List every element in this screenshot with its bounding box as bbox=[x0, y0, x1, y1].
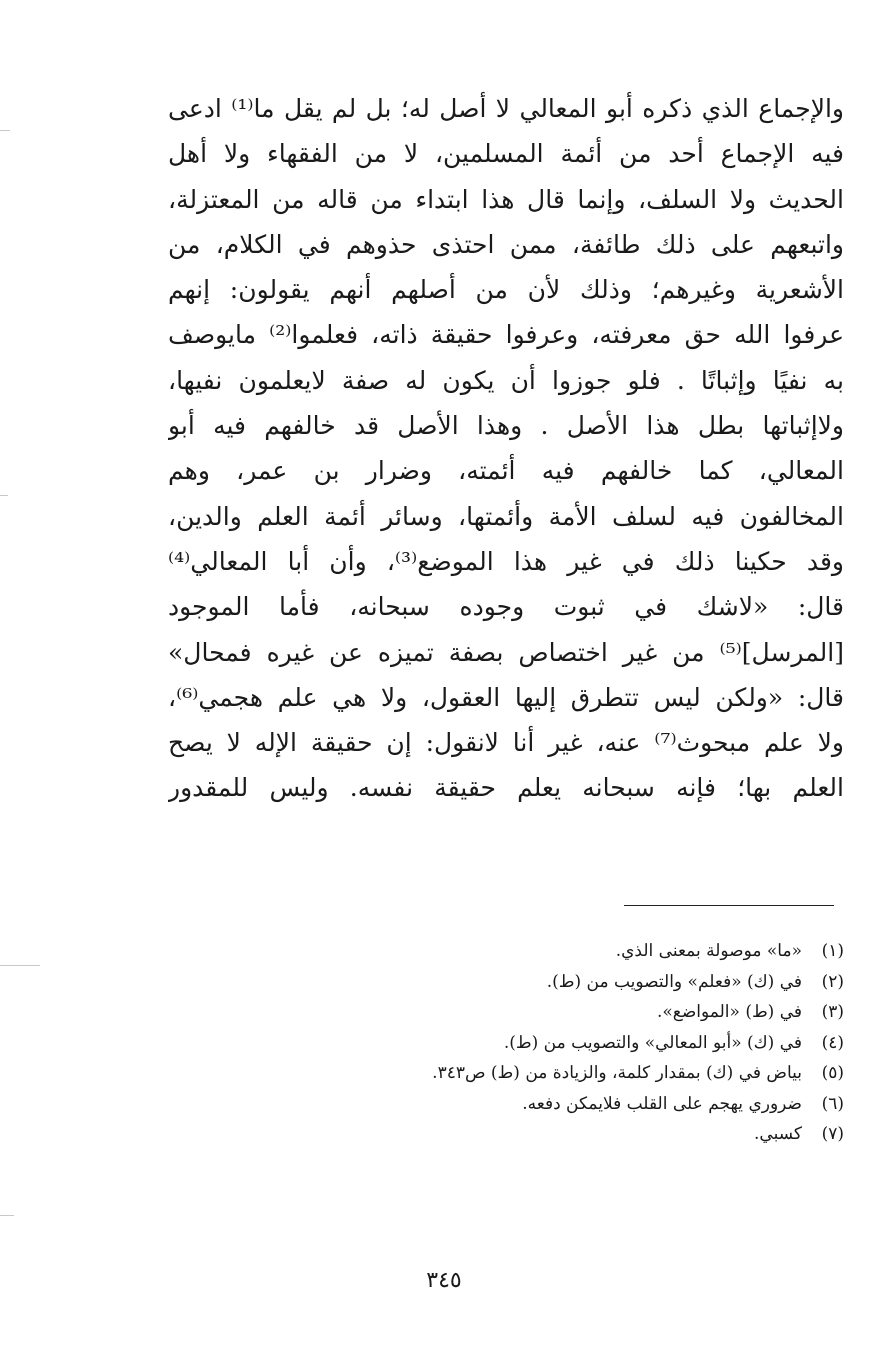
footnote bbox=[300, 1058, 844, 1089]
footnote-text: في (ط) «المواضع». bbox=[656, 1002, 802, 1022]
text-line: العلم بها؛ فإنه سبحانه يعلم حقيقة نفسه. وليس للمقدور bbox=[168, 773, 844, 803]
footnote-text: في (ك) «فعلم» والتصويب من (ط). bbox=[546, 971, 802, 992]
footnote-text: في (ك) «أبو المعالي» والتصويب من (ط). bbox=[503, 1032, 802, 1053]
text-line: الحديث ولا السلف، وإنما قال هذا ابتداء من قاله من المعتزلة، bbox=[168, 184, 844, 214]
text-line: به نفيًا وإثباتًا . فلو جوزوا أن يكون له صفة لايعلمون نفيها، bbox=[168, 365, 844, 395]
footnote-text: «ما» موصولة بمعنى الذي. bbox=[615, 941, 802, 961]
footnote bbox=[300, 936, 844, 967]
text-line: واتبعهم على ذلك طائفة، ممن احتذى حذوهم في الكلام، من bbox=[168, 229, 844, 259]
footnote bbox=[300, 1089, 844, 1120]
footnote-text: كسبي. bbox=[754, 1124, 802, 1144]
text-line: فيه الإجماع أحد من أئمة المسلمين، لا من الفقهاء ولا أهل bbox=[168, 139, 844, 169]
scan-edge-mark bbox=[0, 495, 8, 496]
footnote bbox=[300, 1119, 844, 1150]
text-line: [المرسل]⁽⁵⁾ من غير اختصاص بصفة تميزه عن غيره فمحال» bbox=[168, 637, 844, 667]
footnote-number: (١) bbox=[821, 941, 844, 961]
footnote bbox=[300, 1028, 844, 1059]
text-line: وقد حكينا ذلك في غير هذا الموضع⁽³⁾، وأن أبا المعالي⁽⁴⁾ bbox=[168, 546, 844, 576]
footnote-number: (٦) bbox=[821, 1093, 844, 1114]
footnote-text: بياض في (ك) بمقدار كلمة، والزيادة من (ط) ص٣٤٣. bbox=[432, 1063, 802, 1083]
footnote bbox=[300, 967, 844, 998]
text-line: المعالي، كما خالفهم فيه أئمته، وضرار بن عمر، وهم bbox=[168, 456, 844, 486]
text-line: عرفوا الله حق معرفته، وعرفوا حقيقة ذاته، فعلموا⁽²⁾ مايوصف bbox=[168, 320, 844, 350]
scan-edge-mark bbox=[0, 1215, 14, 1216]
text-line: قال: «ولكن ليس تتطرق إليها العقول، ولا هي علم هجمي⁽⁶⁾، bbox=[168, 682, 844, 712]
scan-edge-mark bbox=[0, 130, 10, 131]
footnote-number: (٢) bbox=[821, 971, 844, 992]
footnote-number: (٥) bbox=[821, 1063, 844, 1083]
text-line: قال: «لاشك في ثبوت وجوده سبحانه، فأما الموجود bbox=[168, 592, 844, 622]
footnote-text: ضروري يهجم على القلب فلايمكن دفعه. bbox=[522, 1093, 802, 1114]
text-line: ولا علم مبحوث⁽⁷⁾ عنه، غير أنا لانقول: إن حقيقة الإله لا يصح bbox=[168, 728, 844, 758]
text-line: ولاإثباتها بطل هذا الأصل . وهذا الأصل قد خالفهم فيه أبو bbox=[168, 411, 844, 441]
footnote-separator bbox=[624, 905, 834, 906]
footnote-number: (٣) bbox=[821, 1002, 844, 1022]
footnote bbox=[300, 997, 844, 1028]
text-line: والإجماع الذي ذكره أبو المعالي لا أصل له؛ بل لم يقل ما⁽¹⁾ ادعى bbox=[168, 94, 844, 123]
main-text bbox=[168, 86, 844, 811]
footnote-number: (٧) bbox=[821, 1124, 844, 1144]
page-number: ٣٤٥ bbox=[426, 1268, 462, 1293]
scan-edge-mark bbox=[0, 965, 40, 966]
text-line: الأشعرية وغيرهم؛ وذلك لأن من أصلهم أنهم يقولون: إنهم bbox=[168, 275, 844, 305]
footnote-number: (٤) bbox=[821, 1032, 844, 1053]
footnotes bbox=[300, 936, 844, 1150]
text-line: المخالفون فيه لسلف الأمة وأئمتها، وسائر أئمة العلم والدين، bbox=[168, 501, 844, 531]
